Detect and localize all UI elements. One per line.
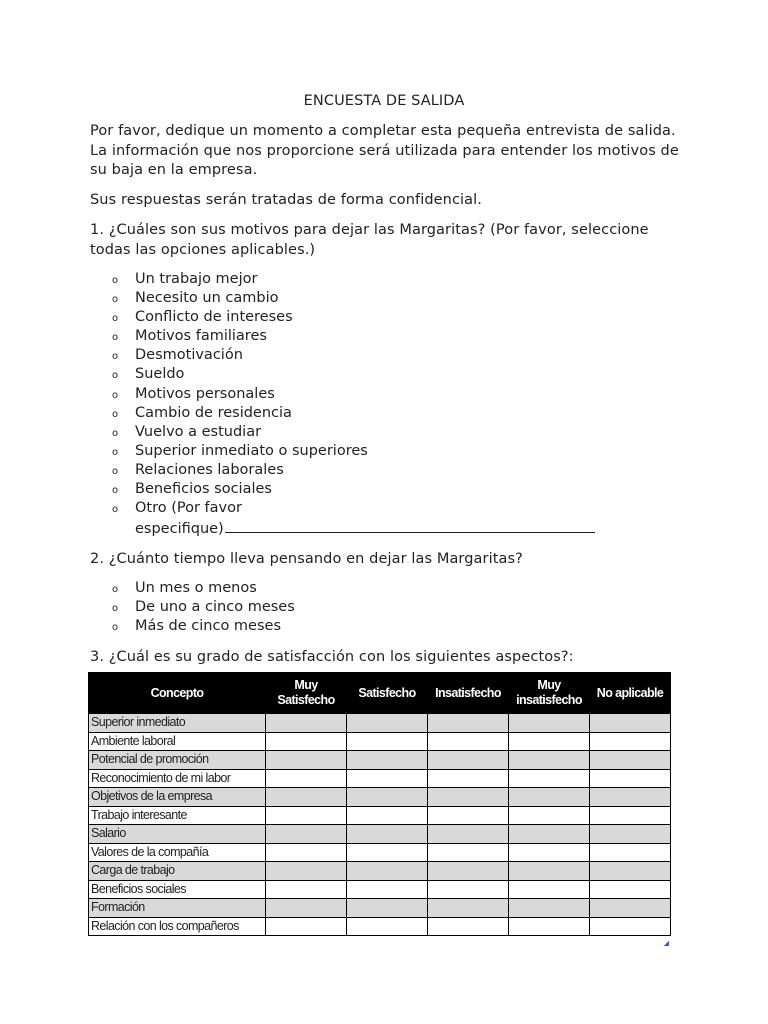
rating-cell[interactable] bbox=[590, 769, 671, 788]
row-label: Salario bbox=[89, 825, 266, 844]
option-bullet-icon: o bbox=[112, 584, 119, 595]
rating-cell[interactable] bbox=[428, 714, 509, 733]
rating-cell[interactable] bbox=[428, 917, 509, 936]
rating-cell[interactable] bbox=[590, 917, 671, 936]
rating-cell[interactable] bbox=[428, 732, 509, 751]
option-label[interactable]: Necesito un cambio bbox=[135, 290, 279, 307]
rating-cell[interactable] bbox=[266, 769, 347, 788]
rating-cell[interactable] bbox=[428, 825, 509, 844]
rating-cell[interactable] bbox=[509, 825, 590, 844]
table-row bbox=[89, 917, 671, 936]
rating-cell[interactable] bbox=[347, 899, 428, 918]
table-header-cell: Insatisfecho bbox=[428, 673, 509, 714]
table-header-cell: Muy Satisfecho bbox=[266, 673, 347, 714]
row-label: Formación bbox=[89, 899, 266, 918]
rating-cell[interactable] bbox=[266, 825, 347, 844]
row-label: Potencial de promoción bbox=[89, 751, 266, 770]
rating-cell[interactable] bbox=[428, 880, 509, 899]
rating-cell[interactable] bbox=[347, 732, 428, 751]
rating-cell[interactable] bbox=[347, 862, 428, 881]
question-1: 1. ¿Cuáles son sus motivos para dejar las Margaritas? (Por favor, seleccione todas las opciones aplicables.) bbox=[90, 222, 649, 258]
option-label: especifique) bbox=[135, 521, 224, 538]
rating-cell[interactable] bbox=[509, 880, 590, 899]
rating-cell[interactable] bbox=[266, 917, 347, 936]
option-label[interactable]: Superior inmediato o superiores bbox=[135, 442, 368, 459]
rating-cell[interactable] bbox=[347, 825, 428, 844]
table-row bbox=[89, 751, 671, 770]
option-bullet-icon: o bbox=[112, 427, 119, 439]
option-bullet-icon: o bbox=[112, 408, 119, 420]
rating-cell[interactable] bbox=[266, 880, 347, 899]
rating-cell[interactable] bbox=[509, 862, 590, 881]
rating-cell[interactable] bbox=[590, 806, 671, 825]
table-header-cell: Concepto bbox=[89, 673, 266, 714]
option-label[interactable]: Conflicto de intereses bbox=[135, 309, 293, 326]
option-label[interactable]: Cambio de residencia bbox=[135, 404, 292, 421]
rating-cell[interactable] bbox=[428, 769, 509, 788]
rating-cell[interactable] bbox=[590, 751, 671, 770]
option-bullet-icon: o bbox=[112, 351, 119, 363]
rating-cell[interactable] bbox=[590, 732, 671, 751]
rating-cell[interactable] bbox=[509, 751, 590, 770]
row-label: Reconocimiento de mi labor bbox=[89, 769, 266, 788]
question-3: 3. ¿Cuál es su grado de satisfacción con los siguientes aspectos?: bbox=[90, 649, 574, 665]
intro-paragraph: Por favor, dedique un momento a completar esta pequeña entrevista de salida. La información que nos proporcione será utilizada para entender los motivos de su baja en la empresa. bbox=[90, 123, 679, 178]
list-item bbox=[112, 327, 595, 346]
cell-resize-handle-icon bbox=[664, 941, 669, 946]
option-bullet-icon: o bbox=[112, 275, 119, 286]
rating-cell[interactable] bbox=[428, 862, 509, 881]
list-item bbox=[112, 404, 595, 423]
list-item bbox=[112, 346, 595, 365]
option-label[interactable]: Más de cinco meses bbox=[135, 618, 282, 635]
option-label[interactable]: Un trabajo mejor bbox=[135, 271, 258, 287]
table-row bbox=[89, 769, 671, 788]
option-label[interactable]: De uno a cinco meses bbox=[135, 599, 295, 616]
rating-cell[interactable] bbox=[266, 806, 347, 825]
option-label[interactable]: Desmotivación bbox=[135, 347, 243, 364]
rating-cell[interactable] bbox=[428, 843, 509, 862]
rating-cell[interactable] bbox=[347, 843, 428, 862]
table-row bbox=[89, 806, 671, 825]
option-bullet-icon: o bbox=[112, 446, 119, 458]
rating-cell[interactable] bbox=[347, 714, 428, 733]
row-label: Trabajo interesante bbox=[89, 806, 266, 825]
list-item-other bbox=[112, 499, 595, 539]
list-item bbox=[112, 423, 595, 442]
rating-cell[interactable] bbox=[509, 806, 590, 825]
question-2-options bbox=[112, 579, 295, 636]
list-item bbox=[112, 579, 295, 598]
option-bullet-icon: o bbox=[112, 622, 119, 634]
table-row bbox=[89, 788, 671, 807]
rating-cell[interactable] bbox=[347, 769, 428, 788]
option-bullet-icon: o bbox=[112, 603, 119, 615]
option-bullet-icon: o bbox=[112, 389, 119, 401]
option-label[interactable]: Beneficios sociales bbox=[135, 481, 272, 498]
table-row bbox=[89, 732, 671, 751]
rating-cell[interactable] bbox=[347, 917, 428, 936]
option-label[interactable]: Motivos familiares bbox=[135, 328, 267, 345]
table-header-cell: Muy insatisfecho bbox=[509, 673, 590, 714]
rating-cell[interactable] bbox=[428, 751, 509, 770]
rating-cell[interactable] bbox=[347, 806, 428, 825]
list-item bbox=[112, 480, 595, 499]
page-title: ENCUESTA DE SALIDA bbox=[303, 93, 465, 109]
row-label: Valores de la compañía bbox=[89, 843, 266, 862]
rating-cell[interactable] bbox=[266, 899, 347, 918]
table-row bbox=[89, 843, 671, 862]
confidential-note: Sus respuestas serán tratadas de forma confidencial. bbox=[90, 192, 482, 208]
rating-cell[interactable] bbox=[590, 788, 671, 807]
row-label: Carga de trabajo bbox=[89, 862, 266, 881]
rating-cell[interactable] bbox=[266, 714, 347, 733]
option-bullet-icon: o bbox=[112, 313, 119, 325]
rating-cell[interactable] bbox=[266, 788, 347, 807]
rating-cell[interactable] bbox=[428, 806, 509, 825]
rating-cell[interactable] bbox=[509, 714, 590, 733]
rating-cell[interactable] bbox=[590, 899, 671, 918]
rating-cell[interactable] bbox=[266, 751, 347, 770]
option-label[interactable]: Vuelvo a estudiar bbox=[135, 423, 262, 440]
list-item bbox=[112, 442, 595, 461]
row-label: Ambiente laboral bbox=[89, 732, 266, 751]
rating-cell[interactable] bbox=[347, 880, 428, 899]
rating-cell[interactable] bbox=[428, 899, 509, 918]
option-label[interactable]: Sueldo bbox=[135, 366, 185, 383]
rating-cell[interactable] bbox=[428, 788, 509, 807]
rating-cell[interactable] bbox=[509, 899, 590, 918]
option-bullet-icon: o bbox=[112, 465, 119, 477]
rating-cell[interactable] bbox=[509, 788, 590, 807]
row-label: Beneficios sociales bbox=[89, 880, 266, 899]
option-bullet-icon: o bbox=[112, 504, 119, 516]
rating-cell[interactable] bbox=[347, 788, 428, 807]
question-2: 2. ¿Cuánto tiempo lleva pensando en dejar las Margaritas? bbox=[90, 551, 523, 567]
option-label[interactable]: Relaciones laborales bbox=[135, 461, 284, 478]
option-label[interactable]: Otro (Por favor bbox=[135, 500, 242, 517]
row-label: Objetivos de la empresa bbox=[89, 788, 266, 807]
list-item bbox=[112, 289, 595, 308]
rating-cell[interactable] bbox=[590, 880, 671, 899]
option-bullet-icon: o bbox=[112, 332, 119, 344]
rating-cell[interactable] bbox=[590, 825, 671, 844]
satisfaction-table bbox=[88, 672, 671, 936]
list-item bbox=[112, 385, 595, 404]
rating-cell[interactable] bbox=[590, 843, 671, 862]
option-bullet-icon: o bbox=[112, 294, 119, 306]
rating-cell[interactable] bbox=[266, 862, 347, 881]
rating-cell[interactable] bbox=[266, 732, 347, 751]
list-item bbox=[112, 270, 595, 289]
rating-cell[interactable] bbox=[509, 732, 590, 751]
rating-cell[interactable] bbox=[266, 843, 347, 862]
list-item bbox=[112, 365, 595, 384]
table-row bbox=[89, 714, 671, 733]
option-bullet-icon: o bbox=[112, 370, 119, 382]
row-label: Relación con los compañeros bbox=[89, 917, 266, 936]
rating-cell[interactable] bbox=[590, 862, 671, 881]
list-item bbox=[112, 598, 295, 617]
rating-cell[interactable] bbox=[590, 714, 671, 733]
rating-cell[interactable] bbox=[347, 751, 428, 770]
option-bullet-icon: o bbox=[112, 485, 119, 497]
list-item bbox=[112, 308, 595, 327]
option-label[interactable]: Motivos personales bbox=[135, 385, 275, 402]
table-row bbox=[89, 880, 671, 899]
table-header-cell: Satisfecho bbox=[347, 673, 428, 714]
list-item bbox=[112, 617, 295, 636]
rating-cell[interactable] bbox=[509, 769, 590, 788]
option-label[interactable]: Un mes o menos bbox=[135, 580, 257, 596]
row-label: Superior inmediato bbox=[89, 714, 266, 733]
list-item bbox=[112, 461, 595, 480]
table-row bbox=[89, 862, 671, 881]
table-row bbox=[89, 825, 671, 844]
rating-cell[interactable] bbox=[509, 843, 590, 862]
rating-cell[interactable] bbox=[509, 917, 590, 936]
table-row bbox=[89, 899, 671, 918]
table-header-cell: No aplicable bbox=[590, 673, 671, 714]
question-1-options bbox=[112, 270, 595, 539]
specify-blank-line[interactable] bbox=[225, 518, 595, 533]
